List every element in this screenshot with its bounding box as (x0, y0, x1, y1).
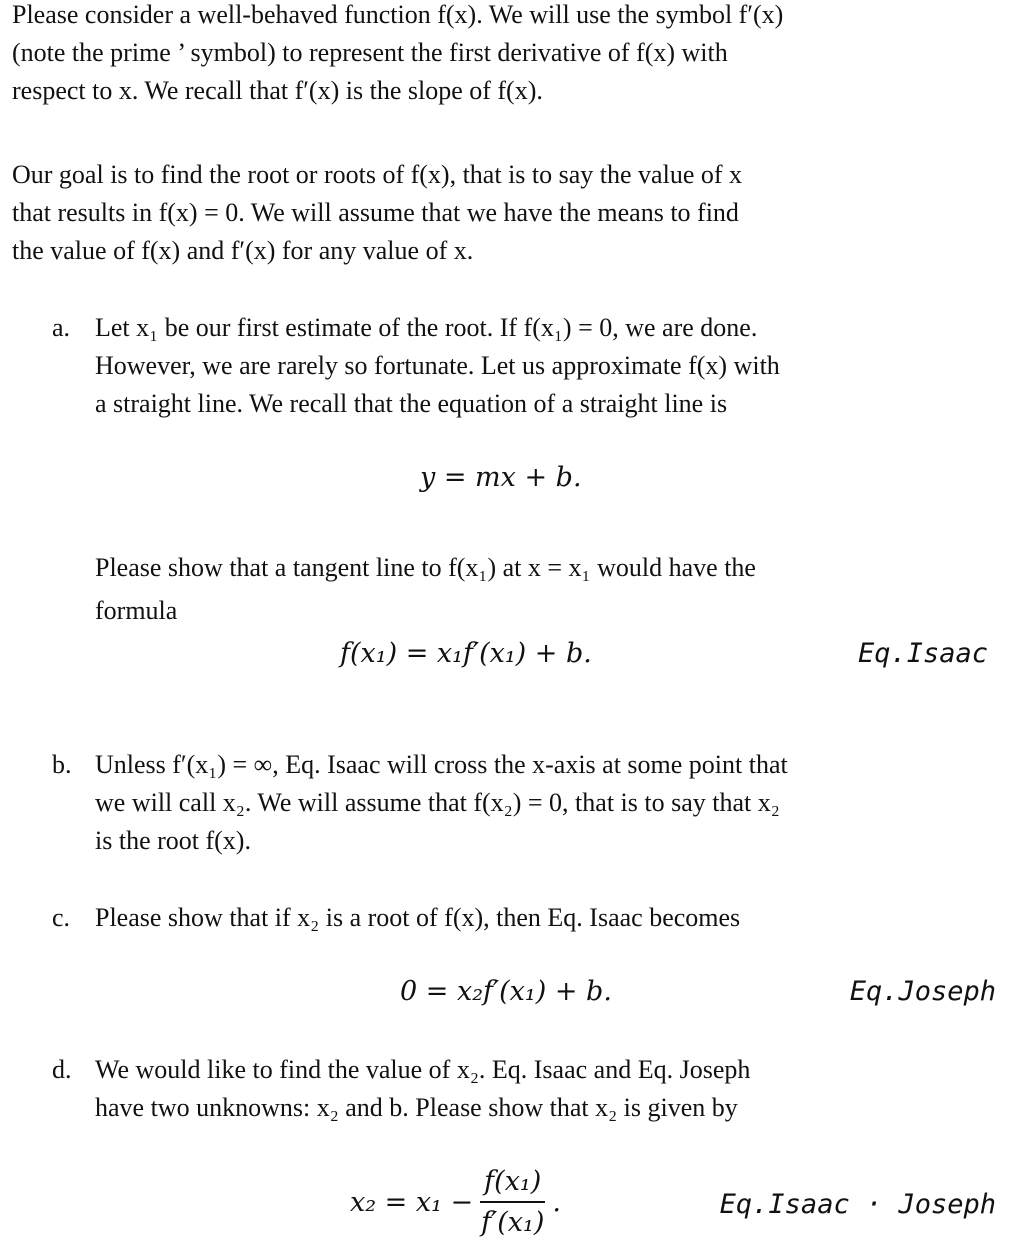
item-b-line: is the root f(x). (95, 826, 251, 855)
item-a-line: However, we are rarely so fortunate. Let us approximate f(x) with (95, 351, 780, 380)
item-a-label: a. (52, 313, 71, 342)
item-b-line: Unless f′(x₁) = ∞, Eq. Isaac will cross the x-axis at some point that (95, 750, 788, 779)
item-a (52, 309, 1002, 429)
item-d (52, 1051, 1002, 1131)
item-a-show-line: formula (95, 596, 178, 625)
item-a-show (52, 548, 1002, 638)
eq-joseph-label: Eq.Joseph (849, 976, 996, 1007)
item-a-line: a straight line. We recall that the equation of a straight line is (95, 389, 728, 418)
root-equation: 0 = x₂f′(x₁) + b. (400, 976, 612, 1007)
eq-isaac-joseph-label: Eq.Isaac · Joseph (719, 1189, 996, 1220)
newton-fraction (477, 1166, 548, 1238)
item-d-label: d. (52, 1055, 72, 1084)
newton-equation-lhs: x₂ = x₁ − (350, 1186, 474, 1218)
eq-isaac-label: Eq.Isaac (857, 638, 988, 669)
intro-line: (note the prime ’ symbol) to represent the first derivative of f(x) with (12, 38, 728, 67)
item-b (52, 746, 1002, 866)
item-a-line: Let x₁ be our first estimate of the root. If f(x₁) = 0, we are done. (95, 313, 758, 342)
newton-equation (350, 1166, 561, 1238)
item-c-label: c. (52, 903, 71, 932)
tangent-equation: f(x₁) = x₁f′(x₁) + b. (340, 638, 592, 669)
goal-line: the value of f(x) and f′(x) for any value of x. (12, 236, 474, 265)
item-d-line: have two unknowns: x₂ and b. Please show that x₂ is given by (95, 1093, 738, 1122)
intro-line: respect to x. We recall that f′(x) is the slope of f(x). (12, 76, 543, 105)
item-c-line: Please show that if x₂ is a root of f(x), then Eq. Isaac becomes (95, 903, 741, 932)
straight-line-equation: y = mx + b. (420, 462, 582, 493)
item-d-line: We would like to find the value of x₂. Eq. Isaac and Eq. Joseph (95, 1055, 751, 1084)
fraction-numerator: f(x₁) (480, 1166, 545, 1203)
item-b-label: b. (52, 750, 72, 779)
fraction-denominator: f′(x₁) (481, 1207, 545, 1238)
goal-paragraph (12, 156, 1002, 270)
newton-equation-end: . (552, 1186, 561, 1218)
goal-line: that results in f(x) = 0. We will assume that we have the means to find (12, 198, 739, 227)
intro-line: Please consider a well-behaved function f(x). We will use the symbol f′(x) (12, 0, 784, 29)
item-b-line: we will call x₂. We will assume that f(x₂) = 0, that is to say that x₂ (95, 788, 780, 817)
goal-line: Our goal is to find the root or roots of f(x), that is to say the value of x (12, 160, 743, 189)
item-a-show-line: Please show that a tangent line to f(x₁) at x = x₁ would have the (95, 553, 756, 582)
item-c (52, 899, 1002, 939)
intro-paragraph (12, 0, 1002, 110)
